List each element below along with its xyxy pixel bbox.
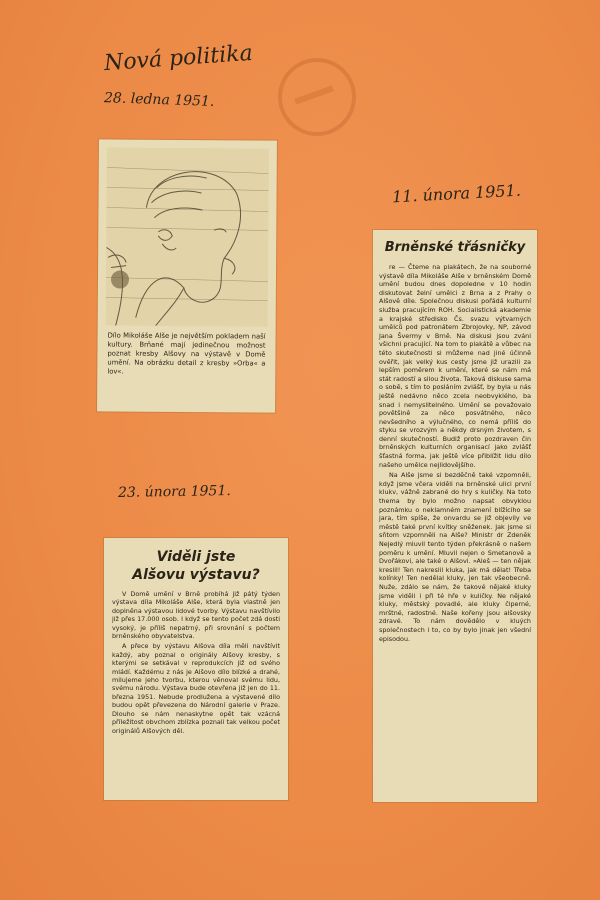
handwritten-date-3: 23. února 1951. [117,483,231,501]
portrait-drawing [106,147,269,326]
handwritten-date-1: 28. ledna 1951. [103,90,215,110]
article-paragraph: re — Čteme na plakátech, že na souborné výstavě díla Mikoláše Alše v brněnském Domě umění budou dnes dopoledne v 10 hodin diskutovat želní umělci z Brna a z Prahy o Alšově díle. Společnou diskusi pořádá kulturní služba pracujícím ROH. Socialistická akademie a krajské středisko Čs. svazu výtvarných umělců pod patronátem Zbrojovky, NP, závod Jana Švermy v Brně. Na diskusi jsou zváni všichni pracující. Na tom to plakátě a vůbec na této skutečnosti si můžeme nad jiné účinně ověřit, jak velký kus cesty jsme již urazili za lepším poměrem k umění, které se nám má stát radostí a silou života. Taková diskuse sama o sobě, s tím to posláním zvlášť, by byla u nás ještě nedávno něco zcela neobvyklého, ba snad i nemyslitelného. Umění se považovalo povětšině za něco posvátného, něco nevšedního a výlučného, co nemá příliš do styku se vrozvým a někdy drsným životem, s denní skutečností. Budiž proto pozdraven čin brněnských kulturních organisací jako zvlášť šťastná forma, jak ještě více přiblížit lidu dílo našeho umělce nejlidovějšího. [379,263,531,469]
headline-trasnicky: Brněnské třásničky [384,240,526,255]
handwritten-title: Nová politika [103,40,254,77]
portrait-caption: Dílo Mikoláše Alše je největším pokladem naší kultury. Brňané mají jedinečnou možnost poznat kresby Alšovy na výstavě v Domě umění. Na obrázku detail z kresby »Orba« a lov«. [107,331,266,376]
headline-line-2: Alšovu výstavu? [132,567,260,583]
article-paragraph: A přece by výstavu Alšova díla měli navštívit každý, aby poznal o originály Alšovy kresby, s kterými se setkával v reprodukcích již od svého mládí. Každému z nás je Alšovo dílo blízké a drahé, milujeme jeho tvorbu, kterou věnoval svému lidu, svému národu. Výstava bude otevřena již jen do 11. března 1951. Nebude prodlužena a výstavené dílo budou opět převezena do Národní galerie v Praze. Dlouho se nám nenaskytne opět tak vzácná příležitost obvchom zblízka poznali tak velkou počet originálů Alšových děl. [112,642,280,735]
faded-stamp [278,58,356,136]
article-trasnicky-text [373,263,537,643]
article-paragraph: Na Alše jsme si bezděčně také vzpomněli, když jsme včera viděli na brněnské ulici první klukv, vážně zabrané do hry s kuličky. Na toto thema by bylo možno napsat obvyklou poznámku o neklamném znamení blížícího se jara, tím spíše, že onvardu se již objevily ve městě také první kvítky sněženek. Jak jsme si sňtom vzpomněli na Alše? Ministr dr Zdeněk Nejedlý mluvil tento týden překrásně o našem poměru k umění. Mluvil nejen o Smetanově a Dvořákovi, ale také o Alšovi. »Aleš — ten nějak kreslil! Ten nakreslil kluka, jak má dělat! Třeba kolínky! Ten nedělal kluky, jen tak všeobecně. Nuže, zdálo se nám, že takové nějaké kluky jsme viděli i při té hře v kuličky. Ne nějaké kluky, městský povadlé, ale kluky čiperné, mrštné, radostné. Naše kořeny jsou alšovsky zdravé. To nám dovědělo v kluých společnostech i to, co by bylo jinak jen všední episodou. [379,471,531,643]
handwritten-date-2: 11. února 1951. [391,180,522,207]
clipping-portrait [97,139,277,412]
clipping-brnenske-trasnicky [373,230,537,802]
clipping-videli-jste [104,538,288,800]
article-paragraph: V Domě umění v Brně probíhá již pátý týden výstava díla Mikoláše Alše, která byla vlastně jen doplněna výstavou lidové tvorby. Výstavu navštívilo již přes 17.000 osob. I když se tento počet zdá dosti vysoký, je příliš nepatrný, při srovnání s počtem brněnského obyvatelstva. [112,590,280,641]
article-videli-text [104,590,288,735]
headline-line-1: Viděli jste [156,549,236,565]
headline-videli-jste [104,548,288,584]
